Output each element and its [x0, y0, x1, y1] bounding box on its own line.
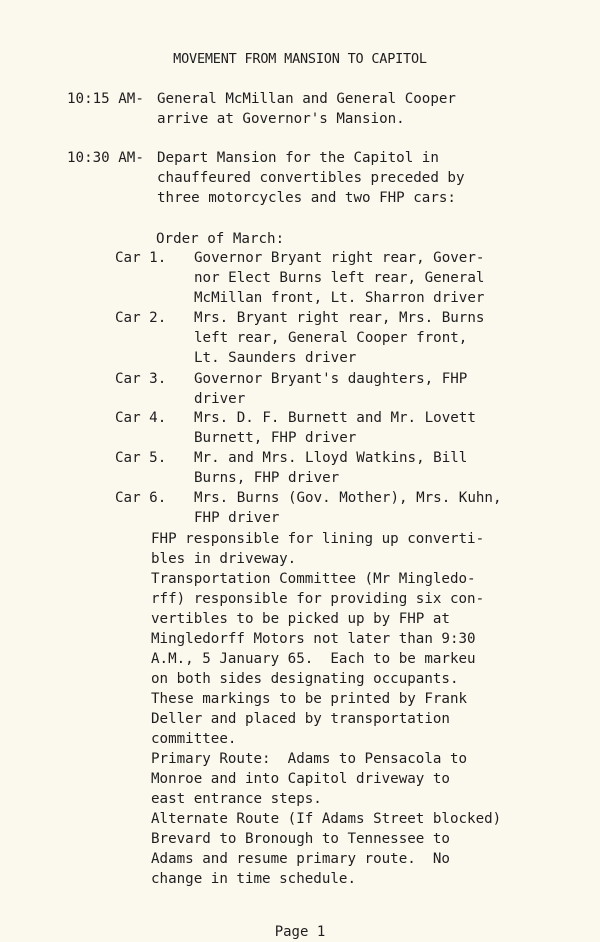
car-line: Mr. and Mrs. Lloyd Watkins, Bill: [194, 450, 468, 466]
entry-time: 10:30 AM-: [67, 150, 144, 166]
notes-block: [151, 529, 580, 889]
notes-line: Primary Route: Adams to Pensacola to: [151, 751, 468, 767]
car-line: left rear, General Cooper front,: [194, 330, 468, 346]
entry-text: [157, 148, 570, 208]
entry-line: arrive at Governor's Mansion.: [157, 111, 405, 127]
car-line: driver: [194, 391, 246, 407]
document-title: MOVEMENT FROM MANSION TO CAPITOL: [173, 51, 427, 67]
notes-line: Alternate Route (If Adams Street blocked): [151, 811, 502, 827]
entry-line: three motorcycles and two FHP cars:: [157, 190, 456, 206]
notes-line: Mingledorff Motors not later than 9:30: [151, 631, 476, 647]
notes-line: Brevard to Bronough to Tennessee to: [151, 831, 450, 847]
schedule-entry: [67, 89, 570, 129]
car-label: Car 4.: [115, 410, 167, 426]
notes-line: Transportation Committee (Mr Mingledo-: [151, 571, 476, 587]
car-line: Governor Bryant right rear, Gover-: [194, 250, 485, 266]
car-entry: [115, 369, 580, 409]
car-label: Car 2.: [115, 310, 167, 326]
entry-line: Depart Mansion for the Capitol in: [157, 150, 439, 166]
notes-line: east entrance steps.: [151, 791, 322, 807]
car-line: Lt. Saunders driver: [194, 350, 357, 366]
notes-line: FHP responsible for lining up converti-: [151, 531, 485, 547]
car-text: [194, 408, 580, 448]
car-line: Burnett, FHP driver: [194, 430, 357, 446]
notes-line: A.M., 5 January 65. Each to be markeu: [151, 651, 476, 667]
notes-line: committee.: [151, 731, 237, 747]
car-line: FHP driver: [194, 510, 280, 526]
order-of-march-heading: Order of March:: [156, 231, 285, 247]
car-text: [194, 248, 580, 308]
car-line: Mrs. Burns (Gov. Mother), Mrs. Kuhn,: [194, 490, 502, 506]
entry-time: 10:15 AM-: [67, 91, 144, 107]
car-text: [194, 308, 580, 368]
entry-line: General McMillan and General Cooper: [157, 91, 456, 107]
car-line: nor Elect Burns left rear, General: [194, 270, 485, 286]
car-entry: [115, 408, 580, 448]
notes-line: rff) responsible for providing six con-: [151, 591, 485, 607]
notes-line: on both sides designating occupants.: [151, 671, 459, 687]
page-number: Page 1: [274, 924, 326, 940]
entry-text: [157, 89, 570, 129]
car-entry: [115, 448, 580, 488]
car-text: [194, 488, 580, 528]
car-label: Car 6.: [115, 490, 167, 506]
car-text: [194, 448, 580, 488]
car-label: Car 1.: [115, 250, 167, 266]
car-label: Car 3.: [115, 371, 167, 387]
car-entry: [115, 248, 580, 308]
car-line: Mrs. Bryant right rear, Mrs. Burns: [194, 310, 485, 326]
notes-line: change in time schedule.: [151, 871, 356, 887]
notes-line: bles in driveway.: [151, 551, 297, 567]
notes-line: Adams and resume primary route. No: [151, 851, 450, 867]
entry-line: chauffeured convertibles preceded by: [157, 170, 465, 186]
car-line: Governor Bryant's daughters, FHP: [194, 371, 468, 387]
car-line: Mrs. D. F. Burnett and Mr. Lovett: [194, 410, 476, 426]
notes-line: Monroe and into Capitol driveway to: [151, 771, 450, 787]
car-entry: [115, 488, 580, 528]
car-entry: [115, 308, 580, 368]
notes-line: vertibles to be picked up by FHP at: [151, 611, 450, 627]
car-text: [194, 369, 580, 409]
notes-line: These markings to be printed by Frank: [151, 691, 468, 707]
car-label: Car 5.: [115, 450, 167, 466]
car-line: McMillan front, Lt. Sharron driver: [194, 290, 485, 306]
car-line: Burns, FHP driver: [194, 470, 340, 486]
schedule-entry: [67, 148, 570, 208]
notes-line: Deller and placed by transportation: [151, 711, 450, 727]
